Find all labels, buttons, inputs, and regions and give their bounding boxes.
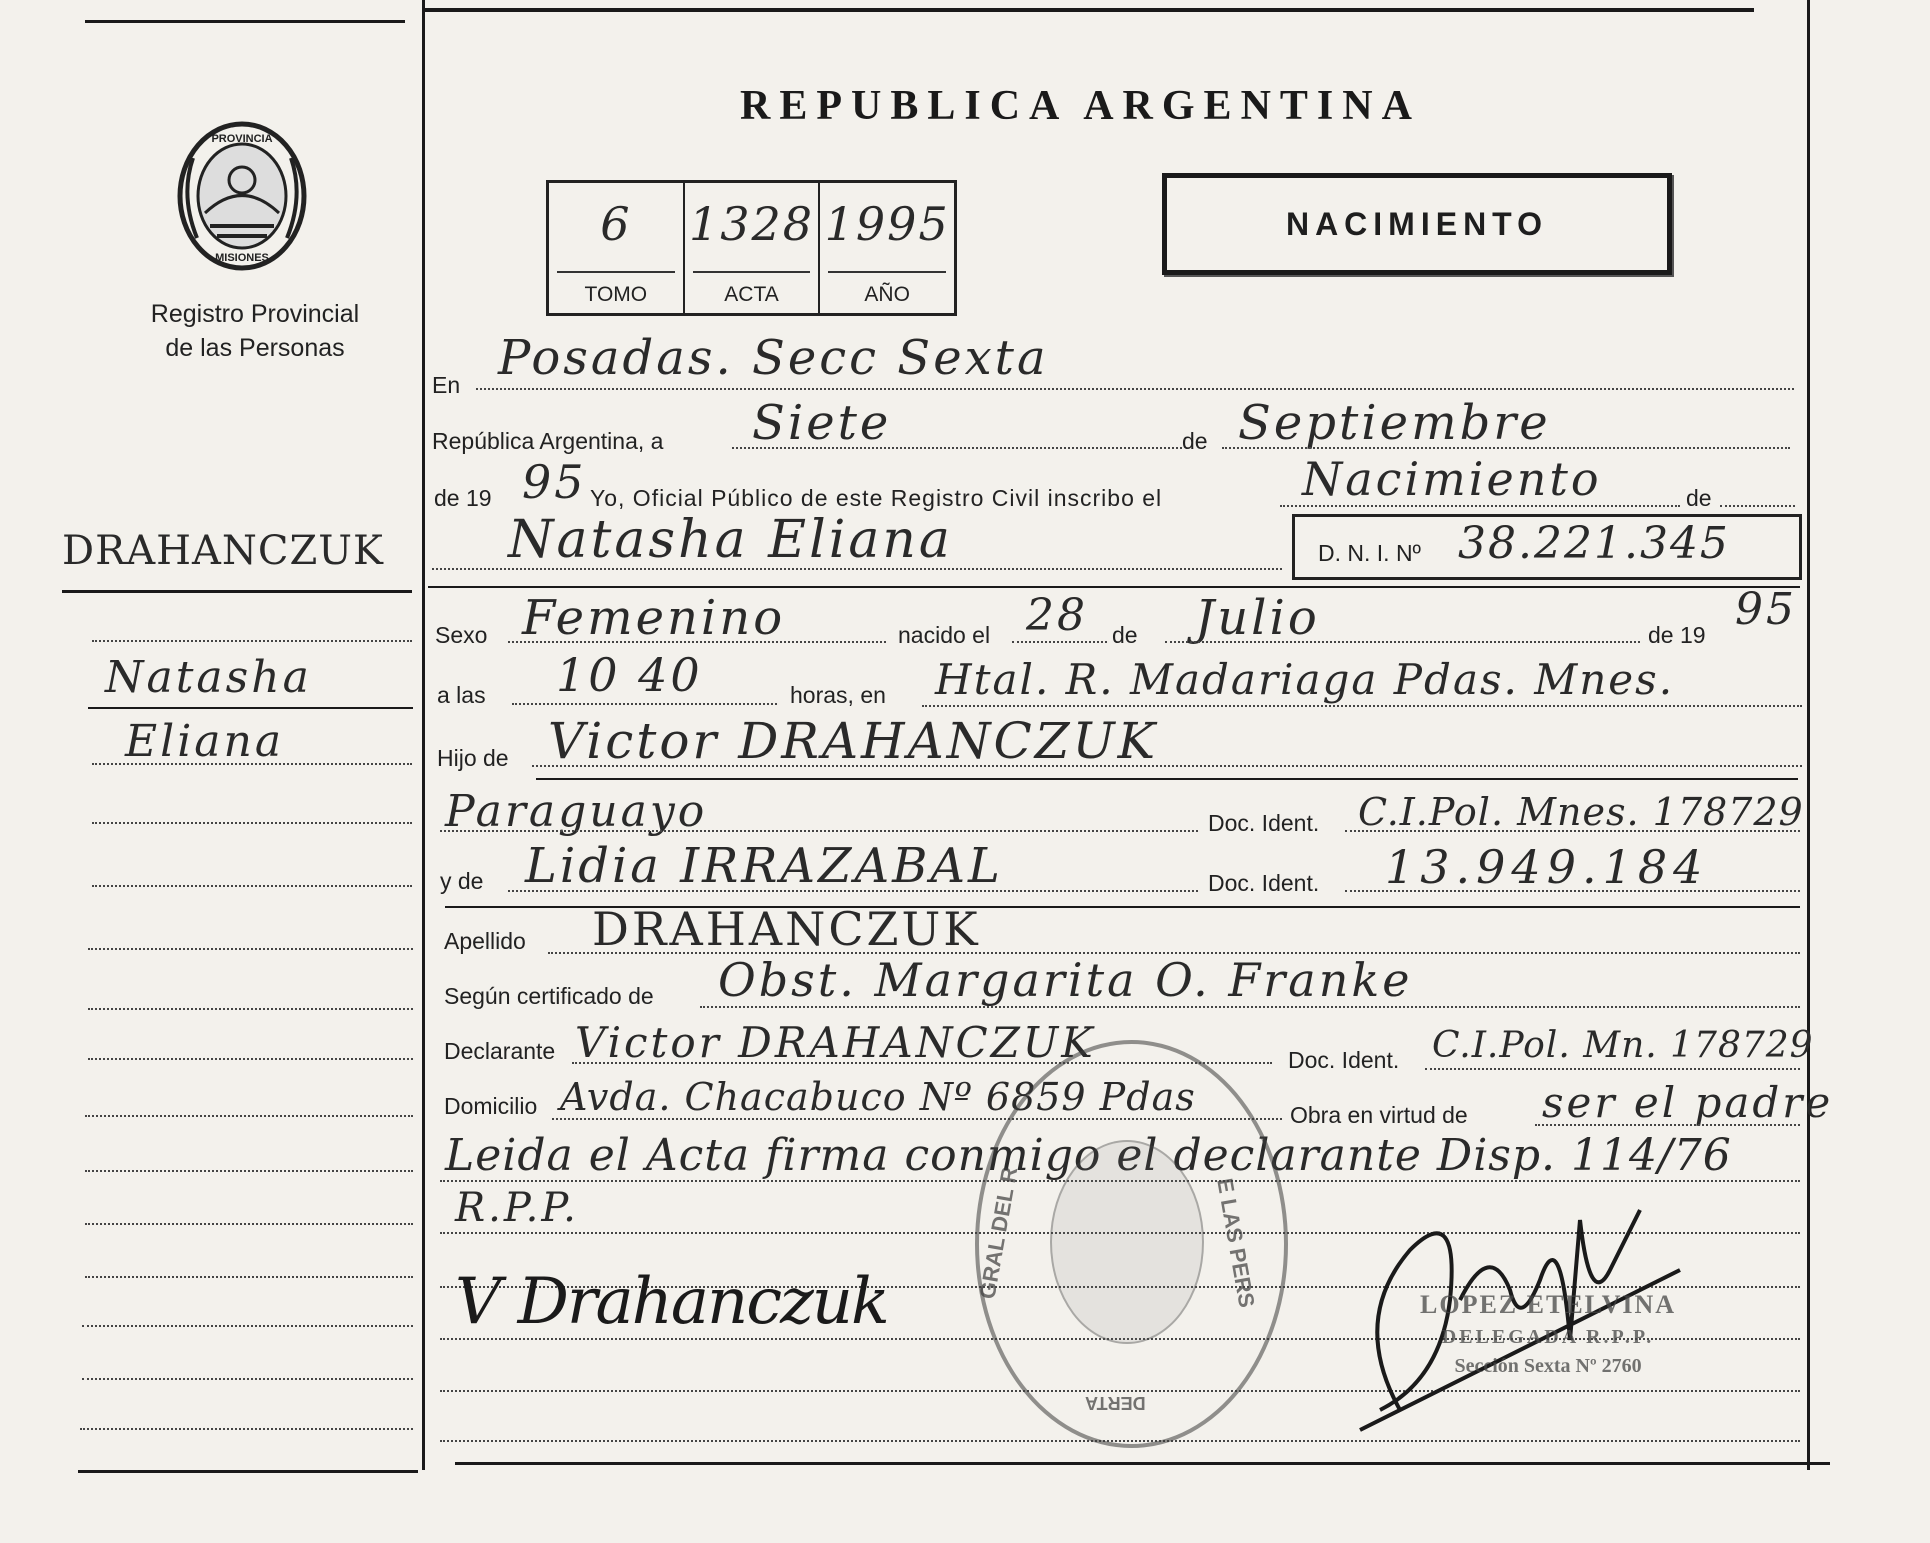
declarant-signature: V Drahanczuk bbox=[455, 1265, 888, 1339]
margin-line bbox=[92, 640, 412, 642]
certificado-value: Obst. Margarita O. Franke bbox=[718, 953, 1413, 1007]
mother-doc-value: 13.949.184 bbox=[1385, 840, 1709, 894]
obra-line bbox=[1535, 1124, 1800, 1126]
en-line bbox=[476, 388, 1794, 390]
father-doc-line bbox=[1345, 830, 1800, 832]
margin-line bbox=[80, 1428, 413, 1430]
declarante-doc-line bbox=[1425, 1068, 1800, 1070]
de-after-line bbox=[1720, 505, 1795, 507]
margin-line bbox=[85, 1223, 413, 1225]
sexo-value: Femenino bbox=[522, 590, 786, 646]
note-line-2: R.P.P. bbox=[455, 1185, 579, 1231]
tomo-value: 6 bbox=[600, 197, 632, 251]
birth-month-value: Julio bbox=[1195, 590, 1320, 646]
record-type-box bbox=[1162, 173, 1672, 275]
de-label: de bbox=[1182, 428, 1208, 454]
bottom-rule bbox=[455, 1462, 1830, 1465]
de19-label-2: de 19 bbox=[1648, 622, 1706, 648]
day-value: Siete bbox=[752, 395, 892, 451]
margin-given-1: Natasha bbox=[105, 652, 312, 703]
en-label: En bbox=[432, 372, 461, 398]
official-stamp-block bbox=[1420, 1290, 1676, 1378]
nacido-label: nacido el bbox=[898, 622, 991, 648]
mother-doc-line bbox=[1345, 890, 1800, 892]
top-rule-left bbox=[85, 20, 405, 23]
certificado-label: Según certificado de bbox=[444, 983, 654, 1009]
month-line bbox=[1222, 447, 1790, 449]
record-type-label: NACIMIENTO bbox=[1285, 205, 1549, 242]
declarante-value: Victor DRAHANCZUK bbox=[575, 1018, 1096, 1067]
registry-line-1: Registro Provincial bbox=[150, 300, 360, 328]
top-rule bbox=[424, 8, 1754, 12]
margin-line bbox=[85, 1170, 413, 1172]
name-line bbox=[432, 568, 1282, 570]
official-title: DELEGADA R.P.P. bbox=[1441, 1326, 1655, 1348]
official-name: LOPEZ ETELVINA bbox=[1420, 1290, 1677, 1319]
place-line bbox=[922, 705, 1802, 707]
obra-value: ser el padre bbox=[1542, 1078, 1834, 1127]
section-rule-1 bbox=[428, 586, 1800, 588]
domicilio-label: Domicilio bbox=[444, 1093, 538, 1119]
hijo-label: Hijo de bbox=[437, 745, 509, 771]
right-border bbox=[1807, 0, 1810, 1470]
certificado-line bbox=[700, 1006, 1800, 1008]
anio-cell bbox=[820, 183, 954, 313]
margin-line bbox=[82, 1378, 413, 1380]
hour-value: 10 40 bbox=[556, 648, 703, 702]
margin-line bbox=[92, 822, 412, 824]
domicilio-value: Avda. Chacabuco Nº 6859 Pdas bbox=[560, 1075, 1196, 1119]
doc-label-1: Doc. Ident. bbox=[1208, 810, 1320, 836]
margin-line bbox=[92, 885, 412, 887]
de-label-2: de bbox=[1112, 622, 1138, 648]
day-line bbox=[732, 447, 1182, 449]
province-seal-icon bbox=[175, 118, 310, 273]
official-office: Sección Sexta Nº 2760 bbox=[1454, 1355, 1642, 1377]
mother-line bbox=[508, 890, 1198, 892]
apellido-label: Apellido bbox=[444, 928, 526, 954]
margin-line bbox=[85, 1276, 413, 1278]
nat-line bbox=[440, 830, 1198, 832]
horas-label: horas, en bbox=[790, 682, 886, 708]
margin-line bbox=[88, 1008, 413, 1010]
acta-label: ACTA bbox=[724, 283, 779, 306]
month-value: Septiembre bbox=[1238, 395, 1551, 451]
father-doc-value: C.I.Pol. Mnes. 178729 bbox=[1358, 790, 1804, 834]
margin-rule-2 bbox=[88, 707, 413, 709]
svg-text:PROVINCIA: PROVINCIA bbox=[211, 133, 273, 145]
sexo-line bbox=[508, 641, 886, 643]
svg-text:MISIONES: MISIONES bbox=[215, 252, 269, 264]
de-after-label: de bbox=[1686, 485, 1712, 511]
name-value: Natasha Eliana bbox=[508, 510, 953, 570]
margin-line bbox=[85, 1115, 413, 1117]
declarante-label: Declarante bbox=[444, 1038, 556, 1064]
dni-label: D. N. I. Nº bbox=[1318, 540, 1421, 566]
birth-year-value: 95 bbox=[1735, 584, 1797, 635]
acta-rule bbox=[693, 271, 811, 273]
registry-line-2: de las Personas bbox=[165, 334, 345, 362]
margin-surname: DRAHANCZUK bbox=[62, 528, 384, 574]
birth-month-line bbox=[1165, 641, 1640, 643]
note-line-1: Leida el Acta firma conmigo el declarante Disp. 114/76 bbox=[445, 1130, 1732, 1181]
place-value: Htal. R. Madariaga Pdas. Mnes. bbox=[935, 655, 1675, 704]
country-title: REPUBLICA ARGENTINA bbox=[740, 83, 1421, 129]
father-nat-value: Paraguayo bbox=[445, 786, 708, 837]
declarante-doc-value: C.I.Pol. Mn. 178729 bbox=[1432, 1025, 1814, 1066]
acta-value: 1328 bbox=[688, 197, 815, 251]
doc-label-3: Doc. Ident. bbox=[1288, 1047, 1400, 1073]
de19-label: de 19 bbox=[434, 485, 492, 511]
hour-line bbox=[512, 703, 777, 705]
margin-line bbox=[88, 1058, 413, 1060]
margin-line bbox=[92, 763, 412, 765]
anio-value: 1995 bbox=[824, 197, 950, 251]
obra-label: Obra en virtud de bbox=[1290, 1102, 1468, 1128]
doc-label-2: Doc. Ident. bbox=[1208, 870, 1320, 896]
margin-line bbox=[88, 948, 413, 950]
sexo-label: Sexo bbox=[435, 622, 488, 648]
bottom-rule-left bbox=[78, 1470, 418, 1473]
margin-rule-1 bbox=[62, 590, 412, 593]
father-line bbox=[532, 765, 1802, 767]
margin-given-2: Eliana bbox=[125, 716, 285, 767]
anio-rule bbox=[828, 271, 946, 273]
tomo-label: TOMO bbox=[584, 283, 648, 306]
margin-line bbox=[82, 1325, 413, 1327]
dni-value: 38.221.345 bbox=[1458, 518, 1730, 569]
year-value: 95 bbox=[522, 455, 587, 509]
stamp-center bbox=[1050, 1140, 1204, 1344]
tomo-cell bbox=[549, 183, 685, 313]
mother-value: Lidia IRRAZABAL bbox=[525, 838, 1003, 894]
birth-day-line bbox=[1012, 641, 1107, 643]
stamp-right-text: E LAS PERS bbox=[1212, 1176, 1260, 1310]
alas-label: a las bbox=[437, 682, 486, 708]
acta-cell bbox=[685, 183, 821, 313]
oficial-text: Yo, Oficial Público de este Registro Civil inscribo el bbox=[590, 485, 1163, 511]
inscribe-line bbox=[1280, 505, 1680, 507]
father-value: Victor DRAHANCZUK bbox=[548, 712, 1159, 770]
record-number-box bbox=[546, 180, 957, 316]
tomo-rule bbox=[557, 271, 675, 273]
anio-label: AÑO bbox=[864, 283, 910, 306]
registry-name bbox=[130, 297, 380, 365]
en-value: Posadas. Secc Sexta bbox=[498, 330, 1049, 386]
stamp-left-text: GRAL DEL R bbox=[974, 1164, 1023, 1301]
yde-label: y de bbox=[440, 868, 484, 894]
margin-divider bbox=[422, 0, 425, 1470]
republica-label: República Argentina, a bbox=[432, 428, 664, 454]
apellido-value: DRAHANCZUK bbox=[592, 902, 981, 956]
stamp-bottom-text: DERTA bbox=[1085, 1393, 1146, 1413]
section-rule-2 bbox=[536, 778, 1798, 780]
birth-day-value: 28 bbox=[1026, 590, 1088, 641]
inscribe-value: Nacimiento bbox=[1302, 452, 1602, 506]
